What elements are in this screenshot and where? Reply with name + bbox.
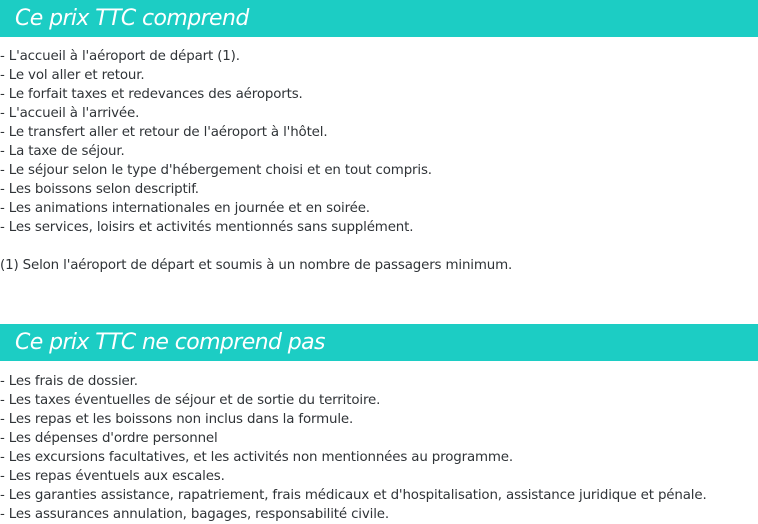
list-item: - L'accueil à l'arrivée. — [0, 106, 140, 121]
list-item: - Les boissons selon descriptif. — [0, 182, 199, 197]
list-item: - L'accueil à l'aéroport de départ (1). — [0, 49, 240, 64]
list-item: - Les animations internationales en journée et en soirée. — [0, 201, 370, 216]
excluded-items-list — [0, 372, 758, 524]
section-price-excludes — [0, 324, 758, 524]
list-item: - Le forfait taxes et redevances des aéroports. — [0, 87, 303, 102]
list-item: - Les assurances annulation, bagages, responsabilité civile. — [0, 507, 389, 522]
included-items-list — [0, 47, 758, 237]
list-item: - Les services, loisirs et activités mentionnés sans supplément. — [0, 220, 414, 235]
list-item: - Les repas et les boissons non inclus dans la formule. — [0, 412, 354, 427]
list-item: - Les taxes éventuelles de séjour et de sortie du territoire. — [0, 393, 381, 408]
list-item: - Les garanties assistance, rapatriement, frais médicaux et d'hospitalisation, assistance juridique et pénale. — [0, 488, 707, 503]
section-header-includes — [0, 0, 758, 37]
list-item: - Le transfert aller et retour de l'aéroport à l'hôtel. — [0, 125, 328, 140]
footnote: (1) Selon l'aéroport de départ et soumis à un nombre de passagers minimum. — [0, 258, 513, 273]
list-item: - Les dépenses d'ordre personnel — [0, 431, 218, 446]
section-header-excludes — [0, 324, 758, 361]
section-title-includes: Ce prix TTC comprend — [15, 6, 249, 31]
list-item: - Le séjour selon le type d'hébergement choisi et en tout compris. — [0, 163, 432, 178]
list-item: - Les excursions facultatives, et les activités non mentionnées au programme. — [0, 450, 513, 465]
list-item: - Le vol aller et retour. — [0, 68, 145, 83]
list-item: - La taxe de séjour. — [0, 144, 125, 159]
section-title-excludes: Ce prix TTC ne comprend pas — [15, 330, 325, 355]
list-item: - Les repas éventuels aux escales. — [0, 469, 225, 484]
list-item: - Les frais de dossier. — [0, 374, 138, 389]
